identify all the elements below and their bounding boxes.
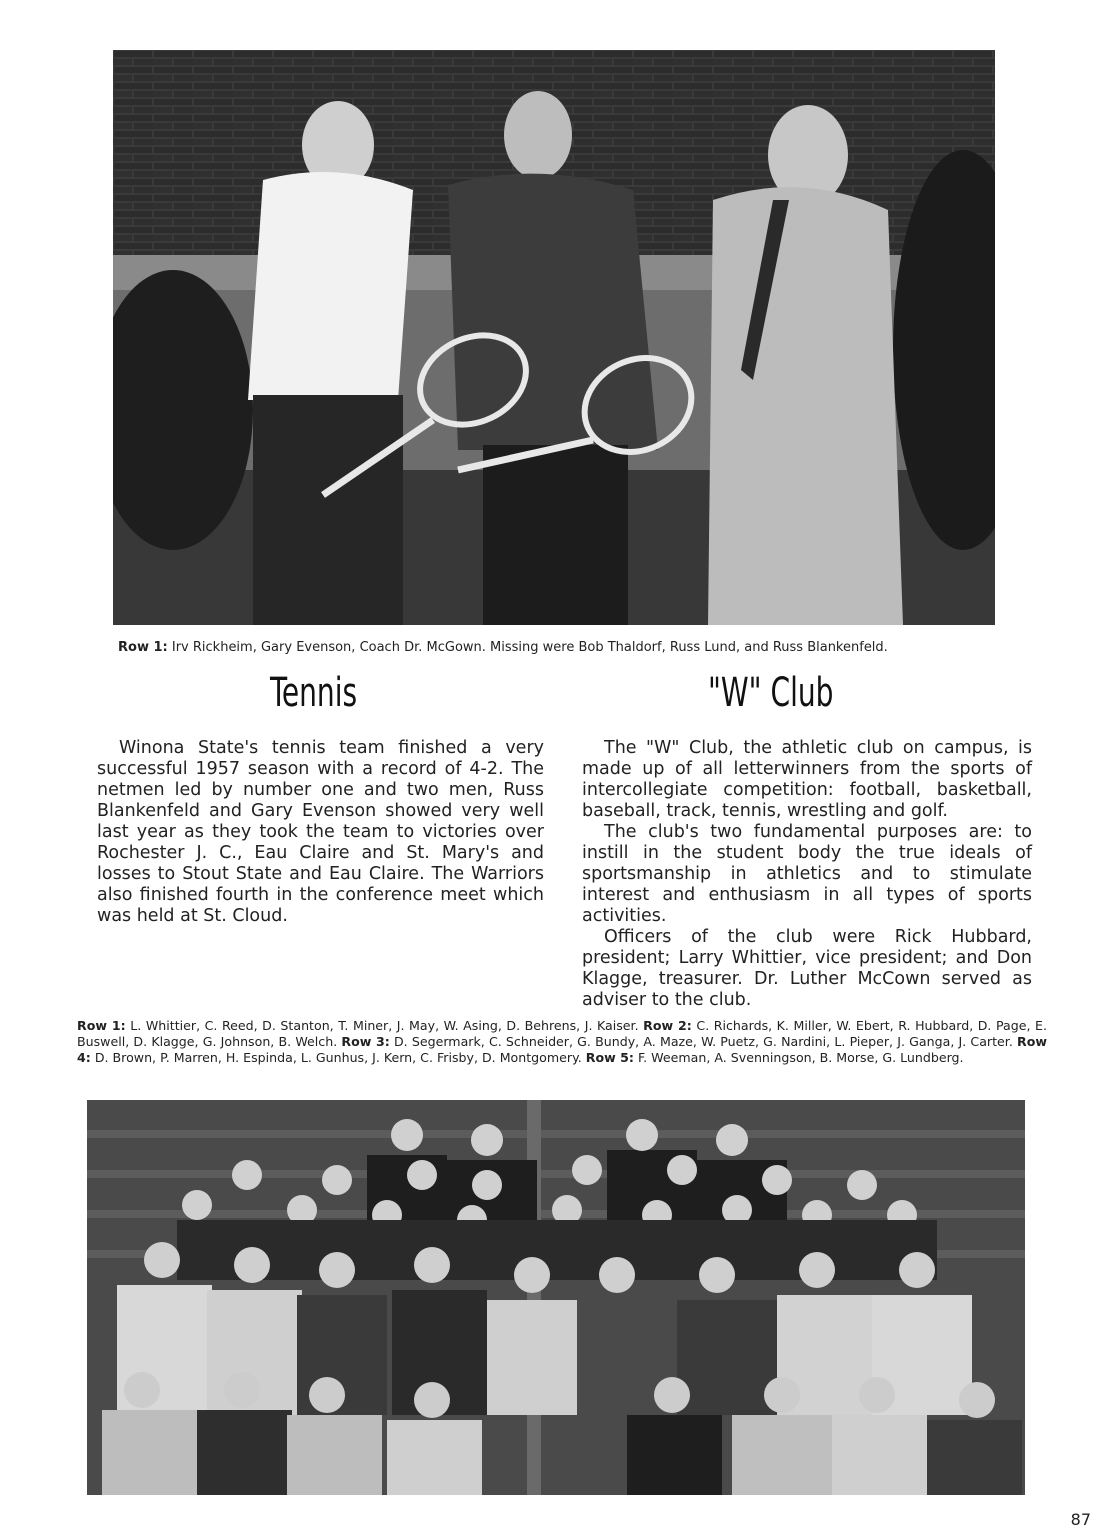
- row-label: Row 3:: [341, 1034, 390, 1049]
- w-club-group-photo: [87, 1100, 1025, 1495]
- w-club-paragraph-3: Officers of the club were Rick Hubbard, president; Larry Whittier, vice president; and Don Klagge, treasurer. Dr. Luther McCown served as adviser to the club.: [582, 927, 1032, 1010]
- row-label: Row 4:: [77, 1034, 1048, 1065]
- caption-row-label: Row 1:: [118, 640, 168, 655]
- caption-names: Irv Rickheim, Gary Evenson, Coach Dr. McGown. Missing were Bob Thaldorf, Russ Lund, and Russ Blankenfeld.: [171, 640, 888, 655]
- row-names: D. Brown, P. Marren, H. Espinda, L. Gunhus, J. Kern, C. Frisby, D. Montgomery.: [94, 1050, 582, 1065]
- w-club-paragraph-1: The "W" Club, the athletic club on campus, is made up of all letterwinners from the sports of intercollegiate competition: football, basketball, baseball, track, tennis, wrestling and golf.: [582, 738, 1032, 821]
- tennis-photo-illustration: [113, 50, 995, 625]
- row-names: L. Whittier, C. Reed, D. Stanton, T. Miner, J. May, W. Asing, D. Behrens, J. Kaiser.: [130, 1018, 639, 1033]
- tennis-heading: Tennis: [270, 670, 358, 716]
- tennis-article: [97, 738, 544, 927]
- w-club-article: [582, 738, 1032, 1011]
- row-names: D. Segermark, C. Schneider, G. Bundy, A. Maze, W. Puetz, G. Nardini, L. Pieper, J. Ganga, J. Carter.: [393, 1034, 1013, 1049]
- row-label: Row 2:: [643, 1018, 692, 1033]
- tennis-photo-caption: [118, 640, 998, 656]
- w-club-photo-caption: [77, 1018, 1047, 1066]
- page-number: 87: [1070, 1510, 1091, 1529]
- w-club-paragraph-2: The club's two fundamental purposes are: to instill in the student body the true ideals of sportsmanship in athletics and to stimulate interest and enthusiasm in all types of sports activities.: [582, 822, 1032, 926]
- row-label: Row 5:: [585, 1050, 634, 1065]
- w-club-photo-illustration: [87, 1100, 1025, 1495]
- w-club-heading: "W" Club: [708, 670, 834, 716]
- row-names: C. Richards, K. Miller, W. Ebert, R. Hubbard, D. Page, E. Buswell, D. Klagge, G. Johnson, B. Welch.: [77, 1018, 1047, 1049]
- row-names: F. Weeman, A. Svenningson, B. Morse, G. Lundberg.: [637, 1050, 964, 1065]
- row-label: Row 1:: [77, 1018, 126, 1033]
- tennis-paragraph: Winona State's tennis team finished a very successful 1957 season with a record of 4-2. The netmen led by number one and two men, Russ Blankenfeld and Gary Evenson showed very well last year as they took the team to victories over Rochester J. C., Eau Claire and St. Mary's and losses to Stout State and Eau Claire. The Warriors also finished fourth in the conference meet which was held at St. Cloud.: [97, 738, 544, 926]
- tennis-team-photo: [113, 50, 995, 625]
